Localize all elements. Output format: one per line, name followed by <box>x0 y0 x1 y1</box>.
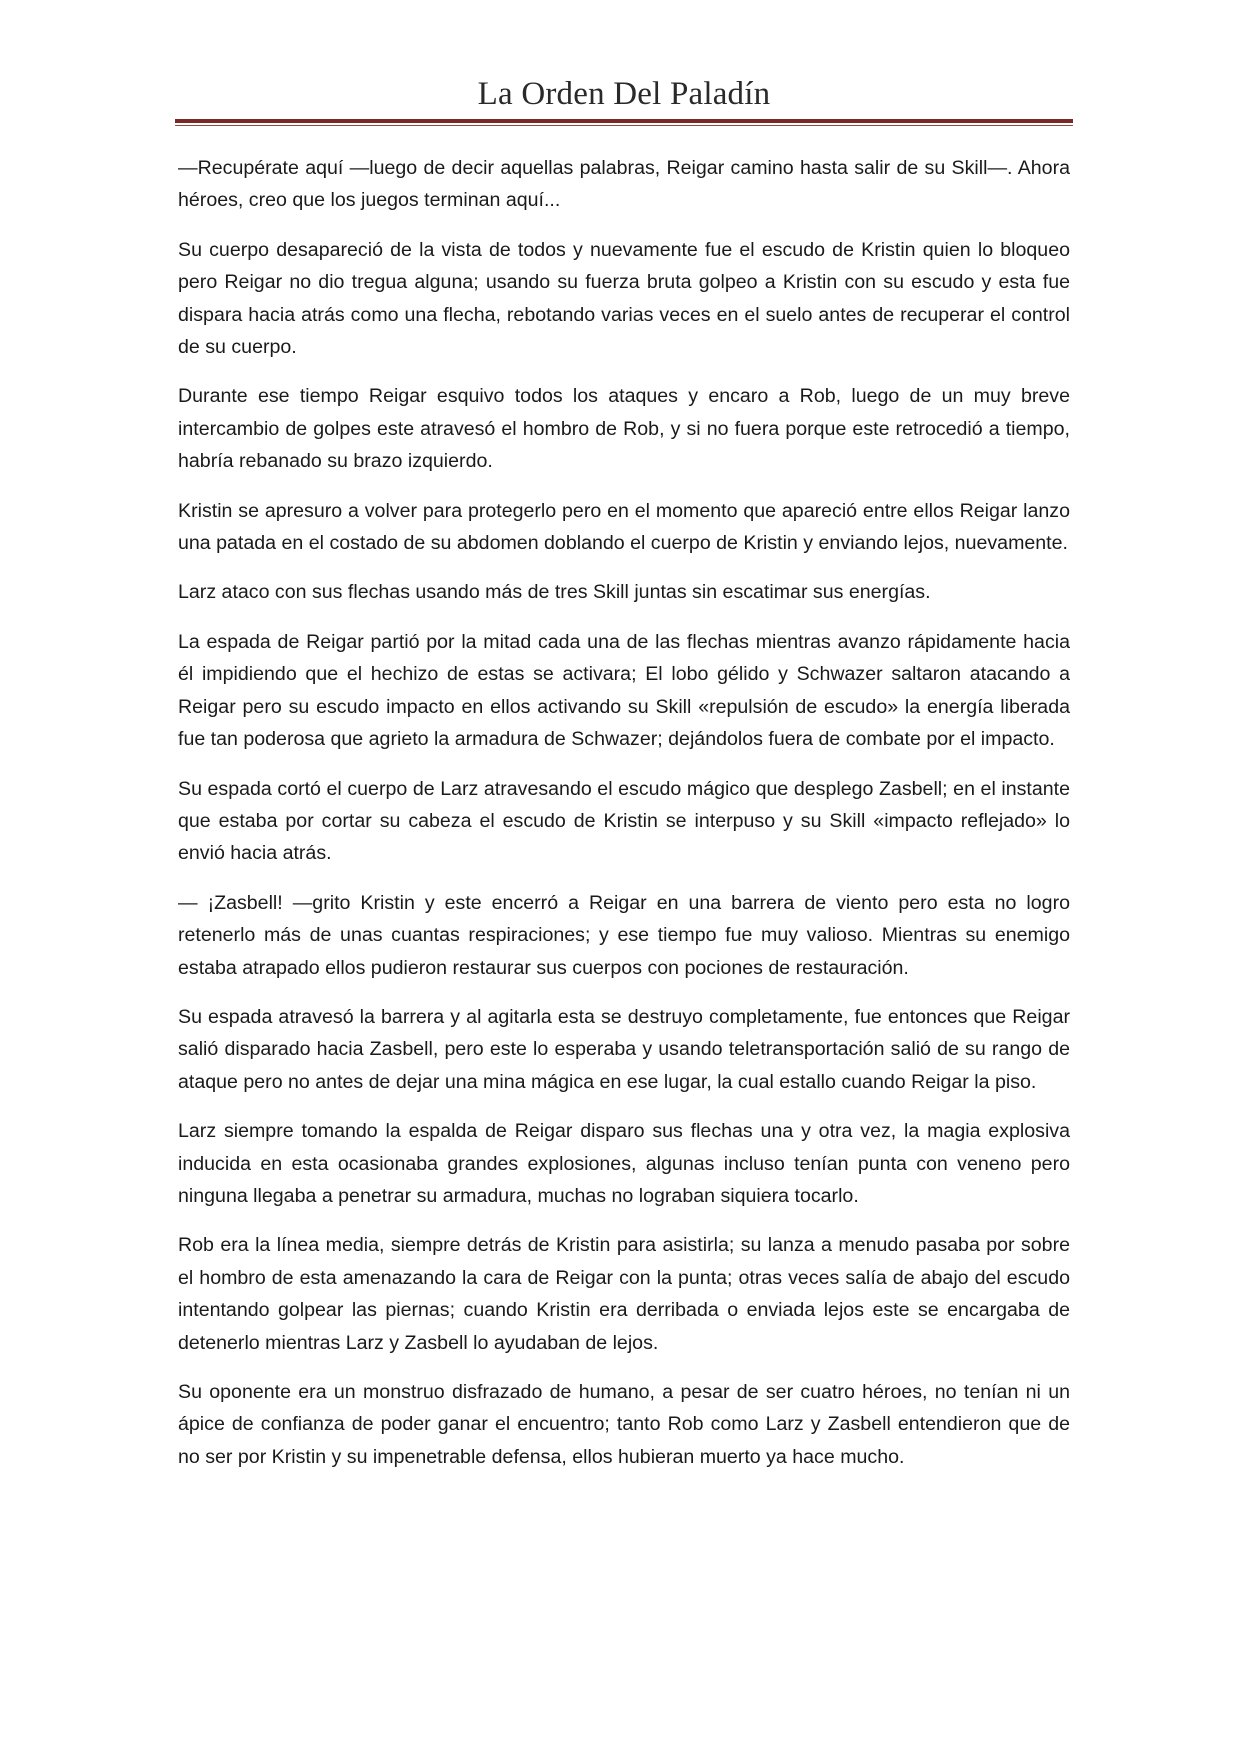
paragraph: Su espada cortó el cuerpo de Larz atravesando el escudo mágico que desplego Zasbell; en el instante que estaba por cortar su cabeza el escudo de Kristin se interpuso y su Skill «impacto reflejado» lo envió hacia atrás. <box>178 777 1070 865</box>
paragraph: —Recupérate aquí —luego de decir aquellas palabras, Reigar camino hasta salir de su Skill—. Ahora héroes, creo que los juegos terminan aquí... <box>178 157 1070 212</box>
paragraph: Rob era la línea media, siempre detrás de Kristin para asistirla; su lanza a menudo pasaba por sobre el hombro de esta amenazando la cara de Reigar con la punta; otras veces salía de abajo del escudo intentando golpear las piernas; cuando Kristin era derribada o enviada lejos este se encargaba de detenerlo mientras Larz y Zasbell lo ayudaban de lejos. <box>178 1234 1070 1354</box>
page-title: La Orden Del Paladín <box>477 76 771 112</box>
paragraph: Su oponente era un monstruo disfrazado de humano, a pesar de ser cuatro héroes, no tenían ni un ápice de confianza de poder ganar el encuentro; tanto Rob como Larz y Zasbell entendieron que de no ser por Kristin y su impenetrable defensa, ellos hubieran muerto ya hace mucho. <box>178 1381 1070 1468</box>
paragraph: La espada de Reigar partió por la mitad cada una de las flechas mientras avanzo rápidamente hacia él impidiendo que el hechizo de estas se activara; El lobo gélido y Schwazer saltaron atacando a Reigar pero su escudo impacto en ellos activando su Skill «repulsión de escudo» la energía liberada fue tan poderosa que agrieto la armadura de Schwazer; dejándolos fuera de combate por el impacto. <box>178 630 1070 751</box>
paragraph: Larz ataco con sus flechas usando más de tres Skill juntas sin escatimar sus energías. <box>178 581 931 604</box>
paragraph: Larz siempre tomando la espalda de Reigar disparo sus flechas una y otra vez, la magia explosiva inducida en esta ocasionaba grandes explosiones, algunas incluso tenían punta con veneno pero ninguna llegaba a penetrar su armadura, muchas no lograban siquiera tocarlo. <box>178 1120 1070 1207</box>
page-header <box>176 72 1072 116</box>
header-divider-thick <box>175 119 1073 123</box>
paragraph: Su espada atravesó la barrera y al agitarla esta se destruyo completamente, fue entonces que Reigar salió disparado hacia Zasbell, pero este lo esperaba y usando teletransportación salió de su rango de ataque pero no antes de dejar una mina mágica en ese lugar, la cual estallo cuando Reigar la piso. <box>178 1005 1070 1093</box>
paragraph: Su cuerpo desapareció de la vista de todos y nuevamente fue el escudo de Kristin quien lo bloqueo pero Reigar no dio tregua alguna; usando su fuerza bruta golpeo a Kristin con su escudo y esta fue dispara hacia atrás como una flecha, rebotando varias veces en el suelo antes de recuperar el control de su cuerpo. <box>178 238 1070 359</box>
header-divider-thin <box>175 125 1073 126</box>
paragraph: — ¡Zasbell! —grito Kristin y este encerró a Reigar en una barrera de viento pero esta no logro retenerlo más de unas cuantas respiraciones; y ese tiempo fue muy valioso. Mientras su enemigo estaba atrapado ellos pudieron restaurar sus cuerpos con pociones de restauración. <box>178 891 1070 979</box>
paragraph: Kristin se apresuro a volver para protegerlo pero en el momento que apareció entre ellos Reigar lanzo una patada en el costado de su abdomen doblando el cuerpo de Kristin y enviando lejos, nuevamente. <box>178 499 1070 555</box>
body-text <box>178 152 1070 1490</box>
paragraph: Durante ese tiempo Reigar esquivo todos los ataques y encaro a Rob, luego de un muy breve intercambio de golpes este atravesó el hombro de Rob, y si no fuera porque este retrocedió a tiempo, habría rebanado su brazo izquierdo. <box>178 385 1070 473</box>
